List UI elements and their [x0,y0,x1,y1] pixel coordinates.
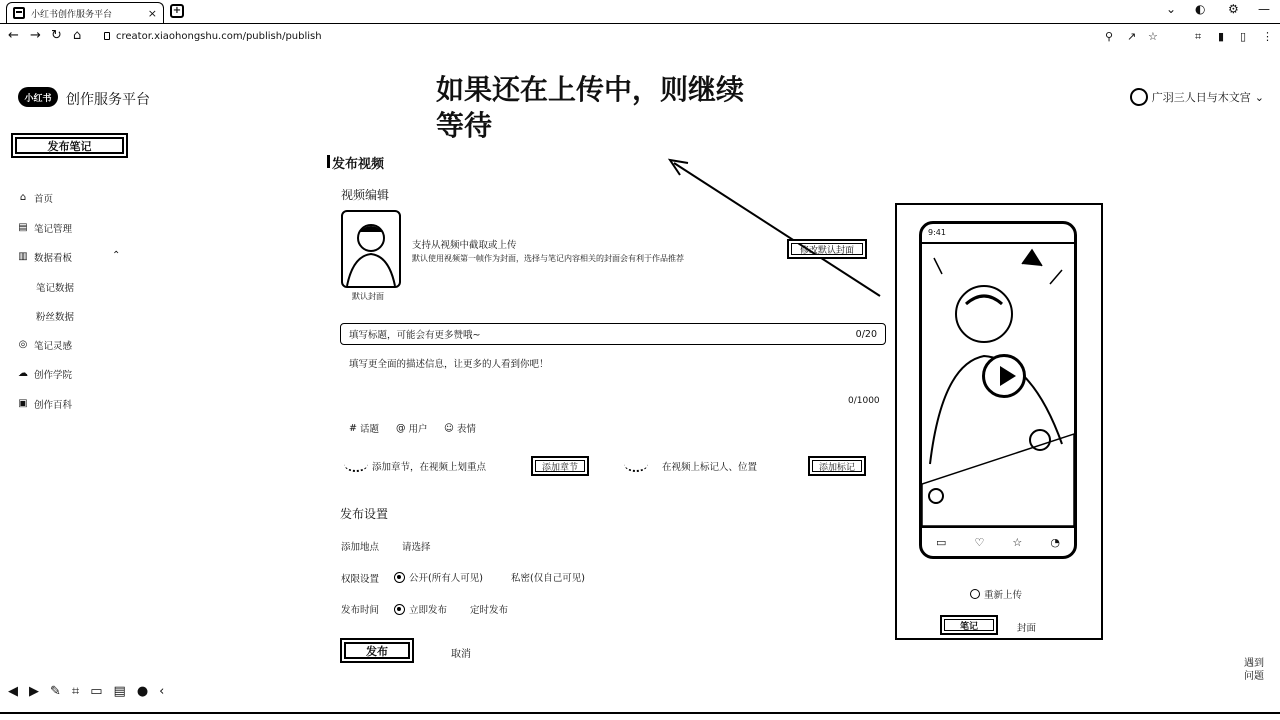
cover-hint: 默认使用视频第一帧作为封面，选择与笔记内容相关的封面会有利于作品推荐 [412,254,684,263]
back-icon[interactable]: ← [8,28,19,43]
annotation-text [436,72,744,144]
privacy-public-radio[interactable] [394,570,483,584]
inspiration-icon: ◎ [18,339,28,350]
sidebar-item-fan-data[interactable]: 粉丝数据 [36,312,75,323]
video-preview-panel [895,203,1103,640]
phone-action-bar [922,526,1074,556]
location-select[interactable]: 请选择 [402,542,431,553]
collapse-icon[interactable]: ‹ [159,683,165,699]
like-heart-icon: ♡ [974,535,985,549]
description-char-count: 0/1000 [848,396,880,406]
url-field[interactable]: creator.xiaohongshu.com/publish/publish [116,31,322,42]
radio-label: 立即发布 [409,605,448,616]
bookmark-star-icon[interactable]: ☆ [1148,30,1158,43]
annotation-arrow [660,155,890,305]
publish-button[interactable]: 发布 [340,638,414,663]
description-textarea[interactable]: 填写更全面的描述信息，让更多的人看到你吧！ [349,359,549,370]
sidebar-item-label: 创作百科 [34,400,73,411]
sidepanel-icon[interactable]: ▮ [1218,30,1225,43]
user-menu[interactable] [1130,88,1264,106]
reupload-label: 重新上传 [984,590,1023,601]
mention-user-button[interactable] [396,421,428,435]
settings-gear-icon[interactable]: ⚙ [1228,2,1239,16]
emoji-button[interactable] [444,421,476,435]
browser-tab-strip [0,0,1280,24]
note-icon: ▤ [18,222,28,233]
home-icon[interactable]: ⌂ [73,28,82,43]
schedule-publish-radio[interactable] [455,602,508,616]
sidebar-item-creator-academy[interactable] [18,367,72,381]
tag-label: 表情 [456,424,476,435]
sidebar-item-label: 首页 [34,194,54,205]
bottom-divider [0,712,1280,714]
sidebar-item-label: 笔记灵感 [34,341,73,352]
tab-title: 小红书创作服务平台 [31,9,113,20]
publish-now-radio[interactable] [394,602,447,616]
cover-thumbnail[interactable] [341,210,401,288]
sidebar-item-label: 创作学院 [34,370,73,381]
prev-icon[interactable]: ◀ [8,683,18,699]
radio-selected-icon [394,604,405,615]
comment-input-icon: ▭ [936,535,947,549]
publish-settings-heading: 发布设置 [340,507,389,521]
capture-icon[interactable]: ⌗ [71,683,80,699]
edit-cover-button[interactable]: 修改默认封面 [787,239,867,259]
person-thumbnail-image [343,212,399,286]
home-icon: ⌂ [19,192,27,203]
radio-selected-icon [394,572,405,583]
title-placeholder: 填写标题，可能会有更多赞哦~ [349,330,481,341]
tag-label: 话题 [359,424,379,435]
tag-label: 用户 [408,424,428,435]
lock-icon [104,32,110,40]
share-icon: ◔ [1050,535,1060,549]
user-name: 广羽三人日与木文宫 [1151,91,1251,104]
chevron-down-icon: ⌄ [1254,90,1264,104]
screen-recorder-toolbar [0,680,230,702]
sidebar-item-home[interactable] [18,191,53,205]
privacy-private-radio[interactable] [496,570,585,584]
play-icon[interactable]: ▶ [29,683,39,699]
forward-icon[interactable]: → [30,28,41,43]
record-icon[interactable]: ● [136,683,149,699]
cancel-button[interactable]: 取消 [451,649,471,660]
extensions-icon[interactable]: ⌗ [1195,30,1202,43]
play-button[interactable] [982,354,1026,398]
reload-icon[interactable]: ↻ [51,28,62,43]
radio-icon [455,604,466,615]
location-pin-icon[interactable]: ⚲ [1105,30,1114,43]
default-cover-label: 默认封面 [352,292,384,301]
preview-note-tab[interactable]: 笔记 [940,615,998,635]
caption-icon[interactable]: ▤ [113,683,126,699]
privacy-label: 权限设置 [341,574,380,585]
publish-time-label: 发布时间 [341,605,380,616]
collect-star-icon: ☆ [1012,535,1023,549]
chart-icon: ▥ [18,251,28,262]
pen-icon[interactable]: ✎ [50,683,61,699]
emoji-icon: ☺ [444,422,454,434]
share-icon[interactable]: ↗ [1127,30,1137,43]
marker-text: 在视频上标记人、位置 [662,462,758,473]
menu-kebab-icon[interactable]: ⋮ [1262,30,1273,43]
sidebar-item-note-inspiration[interactable] [18,338,72,352]
minimize-icon[interactable]: ⌄ [1166,2,1177,16]
profile-icon[interactable]: ◐ [1195,2,1206,16]
reupload-icon [970,589,980,599]
publish-note-button[interactable]: 发布笔记 [11,133,128,158]
xiaohongshu-favicon-icon [13,7,25,19]
marker-icon [624,456,648,472]
wiki-icon: ▣ [18,398,28,409]
chapter-text: 添加章节，在视频上划重点 [372,462,487,473]
status-time: 9:41 [928,228,946,237]
avatar [1130,88,1148,106]
new-tab-icon[interactable]: + [170,4,184,18]
phone-status-bar [922,224,1074,244]
add-chapter-button[interactable]: 添加章节 [531,456,589,476]
page-title: 发布视频 [332,153,384,172]
academy-icon: ☁ [18,368,28,379]
sidebar-item-data-dashboard[interactable] [18,250,72,264]
radio-icon [496,572,507,583]
radio-label: 定时发布 [470,605,509,616]
sidebar-item-note-management[interactable] [18,221,72,235]
sidebar-item-label: 数据看板 [34,253,73,264]
chapter-icon [344,456,368,472]
hashtag-icon: # [349,422,357,434]
reupload-button[interactable] [970,587,1022,601]
browser-tab[interactable] [6,2,164,23]
tab-close-icon[interactable]: × [147,6,157,20]
annotation-line-2: 等待 [436,109,493,142]
brand-title: 创作服务平台 [66,92,150,108]
location-label: 添加地点 [341,542,380,553]
at-icon: @ [396,422,406,434]
chevron-up-icon[interactable]: ⌃ [112,250,121,261]
title-input[interactable] [340,323,886,345]
annotation-line-1: 如果还在上传中，则继续 [436,73,745,106]
video-edit-heading: 视频编辑 [341,188,390,202]
radio-label: 私密(仅自己可见) [511,573,585,584]
sidebar-item-creator-wiki[interactable] [18,397,72,411]
phone-mockup [919,221,1077,559]
close-window-icon[interactable]: — [1258,2,1270,16]
account-icon[interactable]: ▯ [1240,30,1247,43]
sidebar-item-note-data[interactable]: 笔记数据 [36,283,75,294]
xiaohongshu-logo[interactable]: 小红书 [18,87,58,107]
address-bar [0,25,1280,49]
sidebar-item-label: 笔记管理 [34,224,73,235]
add-marker-button[interactable]: 添加标记 [808,456,866,476]
cover-description: 支持从视频中截取或上传 [412,240,517,251]
topic-button[interactable] [349,421,379,435]
radio-label: 公开(所有人可见) [409,573,483,584]
title-char-count: 0/20 [855,328,877,340]
preview-cover-tab[interactable]: 封面 [1017,623,1037,634]
help-link[interactable]: 遇到问题 [1244,658,1264,682]
camera-icon[interactable]: ▭ [90,683,103,699]
